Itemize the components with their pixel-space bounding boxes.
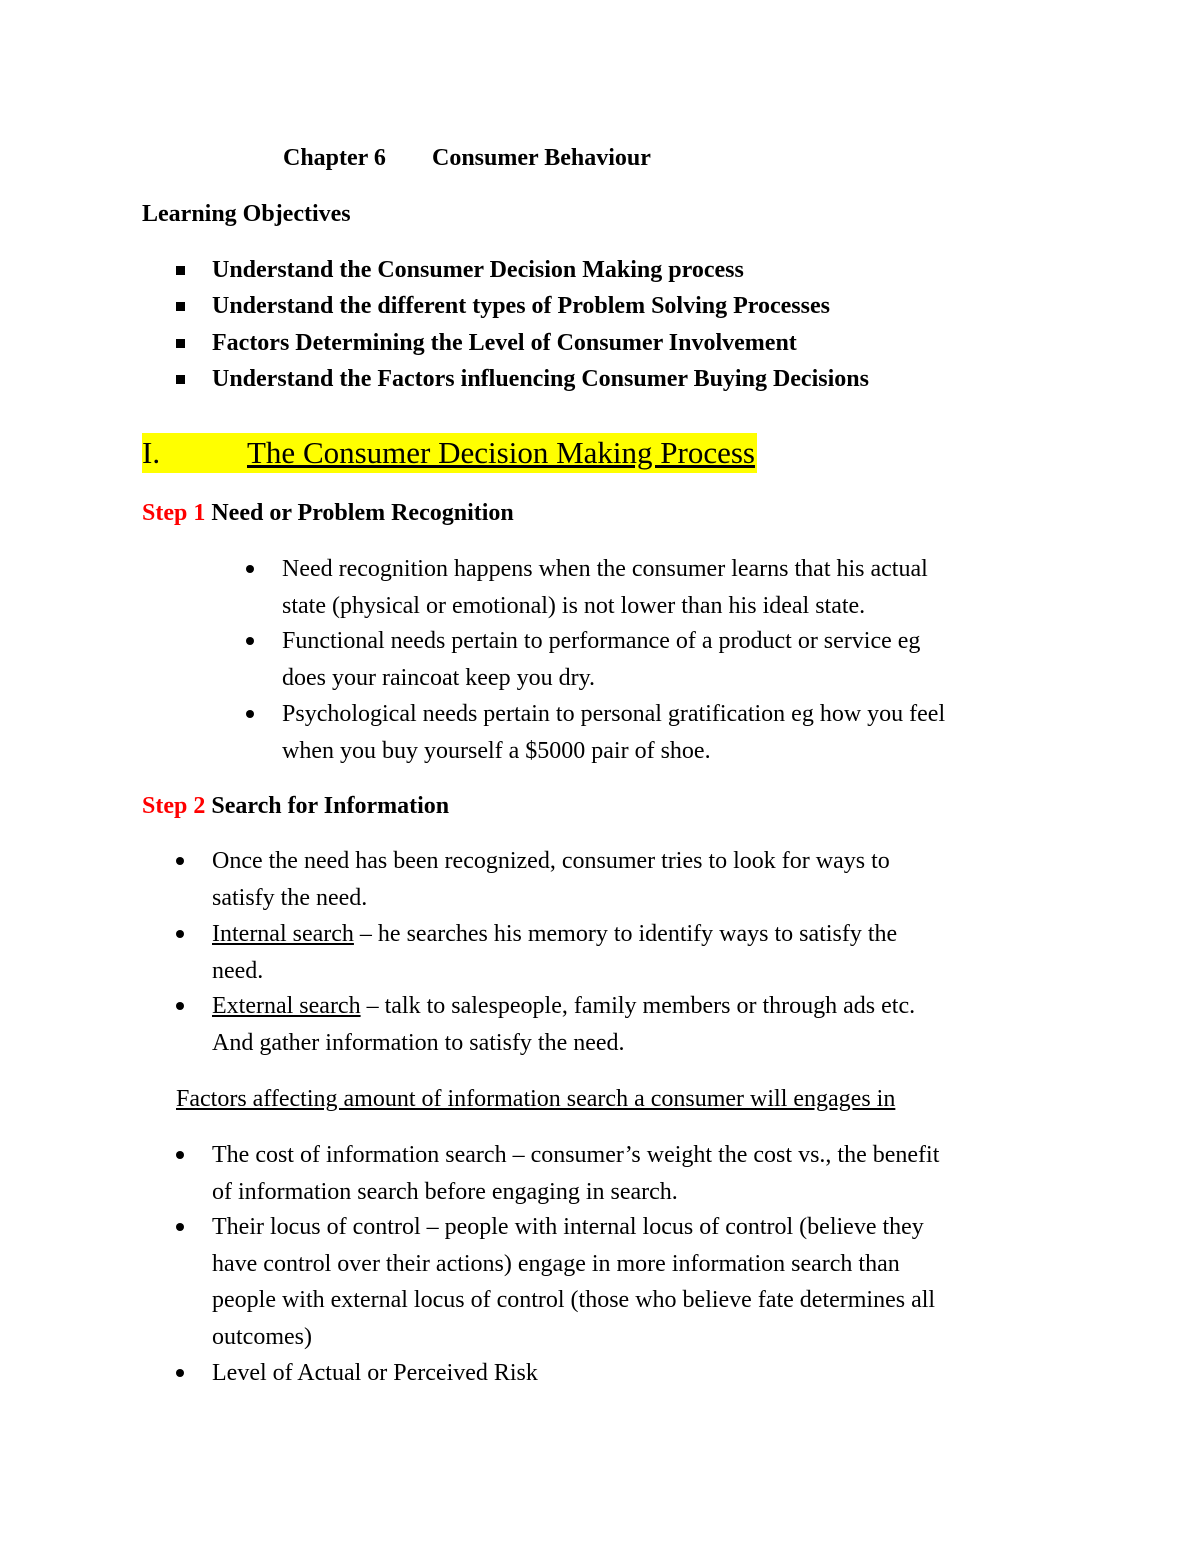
list-item-line: And gather information to satisfy the need. [212,1029,625,1056]
bullet-icon [176,930,184,938]
step-1-heading [142,498,514,528]
external-search-description: – talk to salespeople, family members or through ads etc. [360,993,916,1019]
list-item-line: does your raincoat keep you dry. [282,664,596,691]
factors-heading: Factors affecting amount of information search a consumer will engages in [176,1086,896,1112]
list-item-line: when you buy yourself a $5000 pair of shoe. [282,737,711,764]
section-number: I. [142,435,161,470]
list-item-line: Functional needs pertain to performance of a product or service eg [282,628,921,654]
bullet-icon [176,1151,184,1159]
internal-search-term: Internal search [212,921,354,947]
step-title: Search for Information [211,793,450,819]
square-bullet-icon [176,375,185,384]
step-2-heading [142,791,449,821]
bullet-icon [176,857,184,865]
list-item-line [212,916,897,953]
list-item-line: satisfy the need. [212,884,368,911]
bullet-icon [246,710,254,718]
list-item [246,696,1066,769]
list-item-line: outcomes) [212,1323,312,1350]
list-item [176,1137,1076,1210]
learning-objectives-heading: Learning Objectives [142,201,351,227]
section-heading [142,433,757,473]
bullet-icon [176,1223,184,1231]
list-item-line [212,988,915,1025]
list-item-line: people with external locus of control (those who believe fate determines all [212,1287,936,1313]
chapter-number: Chapter 6 [283,145,386,171]
bullet-icon [176,1369,184,1377]
step-label: Step 1 [142,500,206,526]
list-item-line: of information search before engaging in search. [212,1178,678,1205]
list-item-line: The cost of information search – consumer’s weight the cost vs., the benefit [212,1142,940,1168]
objective-text: Understand the Consumer Decision Making process [212,257,744,283]
list-item-line: Once the need has been recognized, consumer tries to look for ways to [212,848,890,874]
list-item-line: state (physical or emotional) is not lower than his ideal state. [282,592,866,619]
bullet-icon [246,565,254,573]
square-bullet-icon [176,302,185,311]
list-item-line: Their locus of control – people with internal locus of control (believe they [212,1214,924,1240]
list-item-line: Psychological needs pertain to personal gratification eg how you feel [282,701,946,727]
list-item-line: have control over their actions) engage in more information search than [212,1250,900,1277]
list-item [246,551,1066,624]
list-item-line: Level of Actual or Perceived Risk [212,1360,538,1386]
bullet-icon [176,1002,184,1010]
chapter-title: Consumer Behaviour [432,145,651,171]
list-item [176,916,1076,989]
section-title: The Consumer Decision Making Process [247,435,755,470]
objective-text: Understand the different types of Problem Solving Processes [212,293,830,319]
square-bullet-icon [176,266,185,275]
list-item-line: need. [212,957,264,984]
list-item-line: Need recognition happens when the consumer learns that his actual [282,556,928,582]
objective-text: Understand the Factors influencing Consumer Buying Decisions [212,366,869,392]
internal-search-description: – he searches his memory to identify ways to satisfy the [353,921,898,947]
objective-text: Factors Determining the Level of Consumer Involvement [212,330,797,356]
list-item [176,988,1076,1061]
list-item [176,1355,1076,1392]
external-search-term: External search [212,993,361,1019]
list-item [176,843,1076,916]
bullet-icon [246,637,254,645]
step-title: Need or Problem Recognition [211,500,514,526]
list-item [176,1209,1076,1355]
square-bullet-icon [176,339,185,348]
list-item [246,623,1066,696]
step-label: Step 2 [142,793,206,819]
